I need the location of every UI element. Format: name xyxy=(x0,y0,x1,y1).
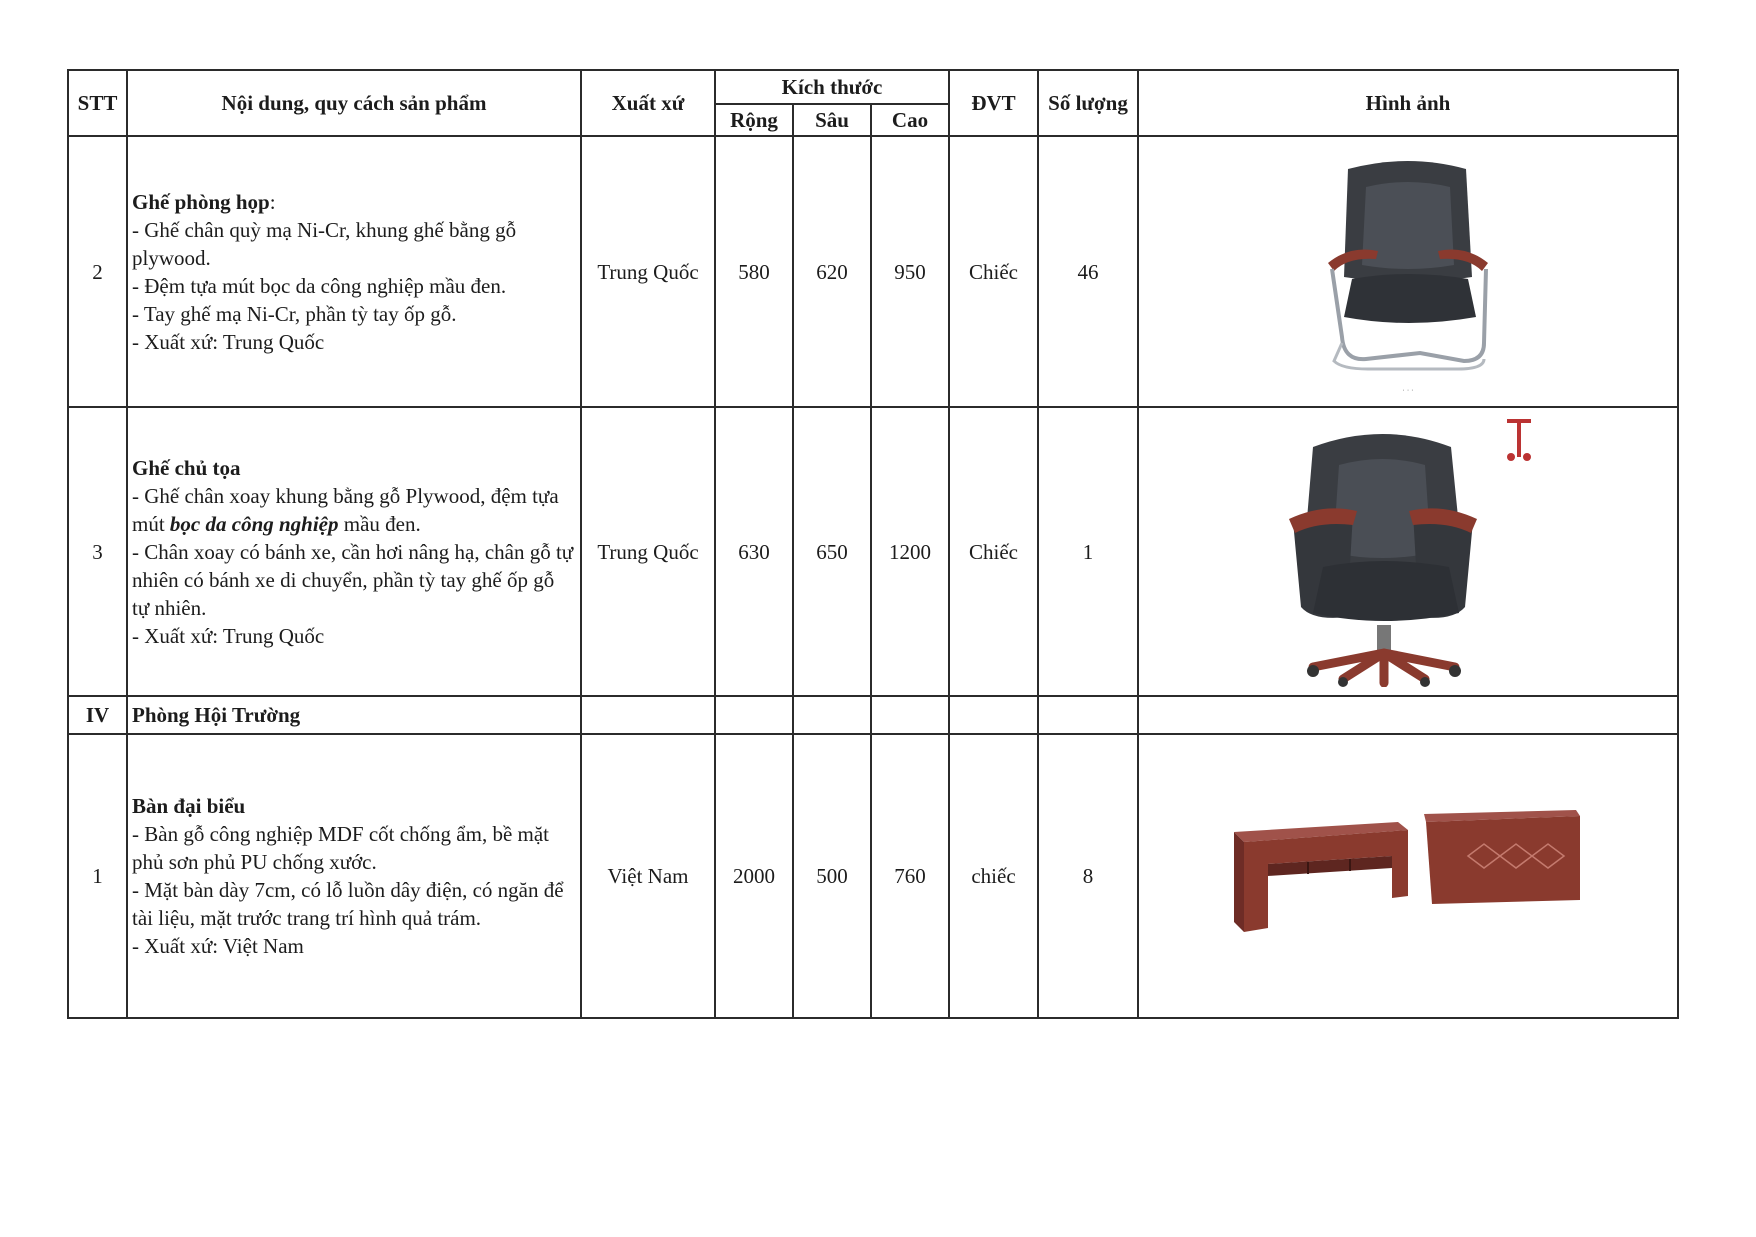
row-height: 760 xyxy=(871,734,949,1018)
row-stt: 2 xyxy=(68,136,127,407)
row-qty: 46 xyxy=(1038,136,1138,407)
spec-line: - Chân xoay có bánh xe, cần hơi nâng hạ, chân gỗ tự nhiên có bánh xe di chuyển, phần tỳ tay ghế ốp gỗ tự nhiên. xyxy=(132,539,574,620)
row-stt: 1 xyxy=(68,734,127,1018)
row-image xyxy=(1138,136,1678,407)
header-qty: Số lượng xyxy=(1038,70,1138,136)
item-title-suffix: : xyxy=(269,189,276,214)
item-title: Ghế chủ tọa xyxy=(132,455,241,480)
row-image xyxy=(1138,407,1678,696)
section-row xyxy=(68,696,1678,734)
table-row xyxy=(68,136,1678,407)
header-size: Kích thước xyxy=(715,70,949,104)
header-unit: ĐVT xyxy=(949,70,1038,136)
item-title: Ghế phòng họp xyxy=(132,189,270,214)
spec-line: - Đệm tựa mút bọc da công nghiệp mầu đen. xyxy=(132,273,507,298)
section-title: Phòng Hội Trường xyxy=(127,696,581,734)
table-row xyxy=(68,407,1678,696)
row-depth: 650 xyxy=(793,407,871,696)
spec-emphasis: bọc da công nghiệp xyxy=(169,511,339,536)
svg-text:· · ·: · · · xyxy=(1402,386,1414,394)
row-origin: Trung Quốc xyxy=(581,136,715,407)
spec-line: - Bàn gỗ công nghiệp MDF cốt chống ẩm, bề mặt phủ sơn phủ PU chống xước. xyxy=(132,822,550,874)
header-depth: Sâu xyxy=(793,104,871,136)
empty-cell xyxy=(871,696,949,734)
row-description xyxy=(127,734,581,1018)
row-depth: 500 xyxy=(793,734,871,1018)
row-unit: Chiếc xyxy=(949,407,1038,696)
empty-cell xyxy=(581,696,715,734)
row-stt: 3 xyxy=(68,407,127,696)
header-image: Hình ảnh xyxy=(1138,70,1678,136)
spec-line: - Xuất xứ: Việt Nam xyxy=(132,934,304,958)
empty-cell xyxy=(949,696,1038,734)
section-number: IV xyxy=(68,696,127,734)
row-origin: Trung Quốc xyxy=(581,407,715,696)
header-row xyxy=(68,70,1678,104)
spec-line: - Ghế chân quỳ mạ Ni-Cr, khung ghế bằng gỗ plywood. xyxy=(132,217,517,270)
table-row xyxy=(68,734,1678,1018)
row-qty: 8 xyxy=(1038,734,1138,1018)
item-title: Bàn đại biểu xyxy=(132,794,246,818)
row-height: 1200 xyxy=(871,407,949,696)
row-qty: 1 xyxy=(1038,407,1138,696)
empty-cell xyxy=(715,696,793,734)
header-stt: STT xyxy=(68,70,127,136)
chairman-chair-image xyxy=(1273,417,1543,687)
specification-table xyxy=(67,69,1679,1019)
row-width: 580 xyxy=(715,136,793,407)
spec-line: - Mặt bàn dày 7cm, có lỗ luồn dây điện, có ngăn để tài liệu, mặt trước trang trí hình quả trám. xyxy=(132,878,564,930)
delegate-desk-image xyxy=(1228,796,1588,956)
header-origin: Xuất xứ xyxy=(581,70,715,136)
header-width: Rộng xyxy=(715,104,793,136)
row-width: 630 xyxy=(715,407,793,696)
row-width: 2000 xyxy=(715,734,793,1018)
empty-cell xyxy=(1138,696,1678,734)
row-origin: Việt Nam xyxy=(581,734,715,1018)
spec-line xyxy=(132,482,576,538)
row-unit: chiếc xyxy=(949,734,1038,1018)
spec-line: - Xuất xứ: Trung Quốc xyxy=(132,623,325,648)
spec-text: - Ghế chân xoay khung bằng gỗ Plywood, đệm tựa mút xyxy=(132,483,559,536)
spec-line: - Tay ghế mạ Ni-Cr, phần tỳ tay ốp gỗ. xyxy=(132,301,457,326)
header-height: Cao xyxy=(871,104,949,136)
empty-cell xyxy=(793,696,871,734)
spec-line: - Xuất xứ: Trung Quốc xyxy=(132,329,325,354)
spec-text-end: mầu đen. xyxy=(338,511,421,536)
meeting-chair-image xyxy=(1308,147,1508,397)
row-depth: 620 xyxy=(793,136,871,407)
header-content: Nội dung, quy cách sản phẩm xyxy=(127,70,581,136)
row-height: 950 xyxy=(871,136,949,407)
row-description xyxy=(127,136,581,407)
row-image xyxy=(1138,734,1678,1018)
empty-cell xyxy=(1038,696,1138,734)
row-unit: Chiếc xyxy=(949,136,1038,407)
row-description xyxy=(127,407,581,696)
